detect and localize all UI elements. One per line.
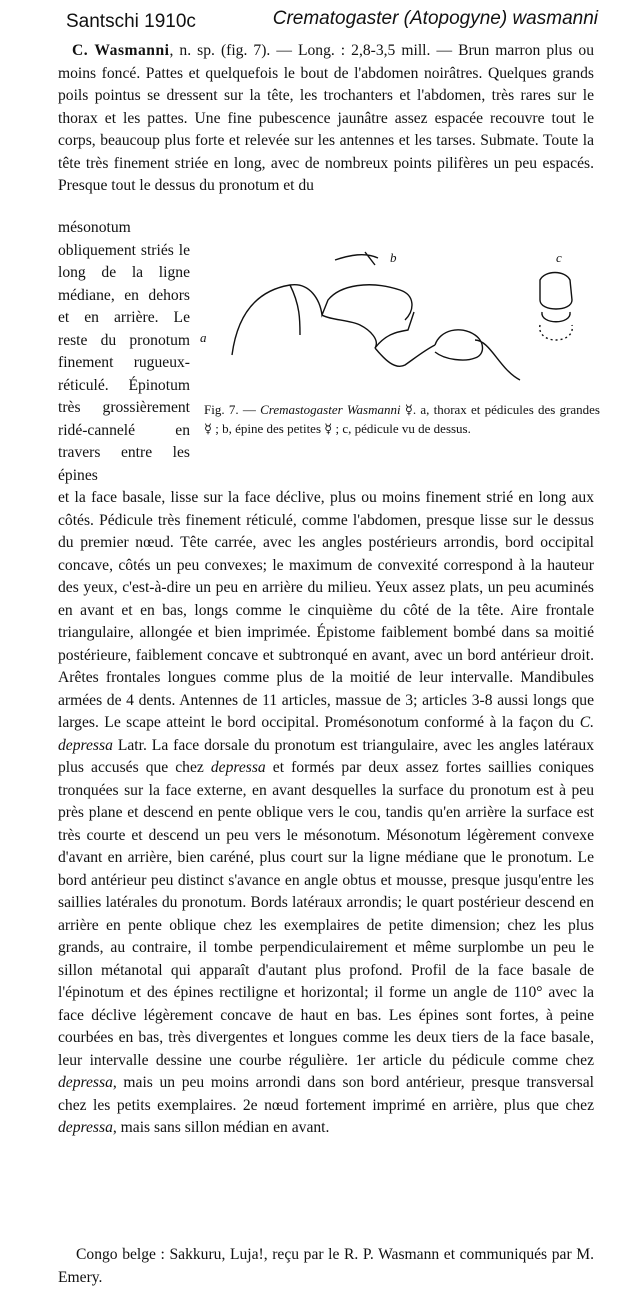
caption-prefix: Fig. 7. — xyxy=(204,402,256,417)
label-b: b xyxy=(390,250,397,265)
author-year: Santschi 1910c xyxy=(66,11,196,32)
figure-7 xyxy=(200,240,610,470)
ant-thorax-drawing xyxy=(200,240,610,390)
pedicel-node2 xyxy=(542,312,570,322)
thorax-lower xyxy=(290,285,300,335)
mesonotum xyxy=(322,315,376,348)
taxon-title: Crematogaster (Atopogyne) wasmanni xyxy=(272,8,598,29)
wrapped-text-column: mésonotum obliquement striés le long de la ligne médiane, en dehors et en arrière. Le reste du pronotum finement rugueux-réticulé. Épinotum très grossièrement ridé-cannelé en travers entre les épines xyxy=(58,219,190,484)
paragraph-description-main xyxy=(58,487,594,1140)
label-a: a xyxy=(200,330,207,345)
p2-text-c: et formés par deux assez fortes saillies coniques tronquées sur la face externe, en avant desquelles la surface du pronotum est à peu près plane et descend en pente oblique vers le cou, tandis qu'en arrière la surface est très courte et descend un peu vers le mésonotum. Mésonotum légèrement convexe d'avant en arrière, bien caréné, plus court sur la ligne médiane que le pronotum. Le bord antérieur peu distinct s'avance en angle obtus et mousse, presque jusqu'entre les saillies latérales du pronotum. Bords latéraux arrondis; le quart postérieur descend en arrière en pente oblique chez les exemplaires de petite dimension; chez les plus grands, au contraire, il tombe perpendiculairement et même surplombe un peu le sillon métanotal qui apparaît d'autant plus profond. Profil de la face basale de l'épinotum et des épines rectiligne et horizontal; il forme un angle de 110° avec la face déclive légèrement concave de haut en bas. Les épines sont fortes, à peine courbées en bas, très divergentes et longues comme les deux tiers de la face basale, leur intervalle dessine une courbe régulière. 1er article du pédicule comme chez xyxy=(58,759,594,1069)
thorax-outline xyxy=(232,285,412,355)
paragraph-description-intro xyxy=(58,40,594,198)
p2-italic-depressa-2: depressa xyxy=(210,759,266,776)
label-c: c xyxy=(556,250,562,265)
p2-text-a: et la face basale, lisse sur la face déclive, plus ou moins finement strié en long aux côtés. Pédicule très finement réticulé, comme l'abdomen, presque lisse sur le dessus du premier nœud. Tête carrée, avec les angles postérieurs arrondis, bord occipital concave, côtés un peu convexes; le maximum de convexité correspond à la hauteur des yeux, c'est-à-dire un peu en arrière du milieu. Yeux assez plats, un peu acuminés en avant et en bas, longs comme le cinquième du côté de la tête. Aire frontale triangulaire, allongée et bien imprimée. Épistome faiblement bombé dans sa moitié postérieure, faiblement concave et subtronqué en avant, avec un bord antérieur droit. Arêtes frontales longues comme plus de la moitié de leur intervalle. Mandibules armées de 4 dents. Antennes de 11 articles, massue de 3; articles 3-8 aussi longs que larges. Le scape atteint le bord occipital. Promésonotum conformé à la façon du xyxy=(58,489,594,731)
spine-small-worker xyxy=(335,252,378,265)
p2-italic-depressa-3: depressa xyxy=(58,1074,113,1091)
p2-text-d: , mais un peu moins arrondi dans son bord antérieur, presque transversal chez les petits exemplaires. 2e nœud fortement imprimé en arrière, plus que chez xyxy=(58,1074,594,1114)
caption-body: ☿. a, thorax et pédicules des grandes ☿ ; b, épine des petites ☿ ; c, pédicule vu de dessus. xyxy=(204,402,600,436)
p2-italic-depressa-1: C. depressa xyxy=(58,714,594,754)
caption-taxon: Cremastogaster Wasmanni xyxy=(260,402,401,417)
species-name: C. Wasmanni xyxy=(72,42,170,59)
intro-text: , n. sp. (fig. 7). — Long. : 2,8-3,5 mill. — Brun marron plus ou moins foncé. Pattes et quelquefois le bout de l'abdomen noirâtres. Quelques grands poils pointus se dressent sur la tête, les trochanters et l'abdomen, très rares sur le thorax et les pattes. Une fine pubescence jaunâtre assez espacée recouvre tout le corps, beaucoup plus forte et relevée sur les antennes et les tarses. Submate. Toute la tête très finement striée en long, avec de nombreux points pilifères un peu espacés. Presque tout le dessus du pronotum et du xyxy=(58,42,594,194)
paragraph-locality: Congo belge : Sakkuru, Luja!, reçu par le R. P. Wasmann et communiqués par M. Emery. xyxy=(58,1246,594,1286)
p2-italic-depressa-4: depressa xyxy=(58,1119,113,1136)
pedicel-top-view xyxy=(540,273,572,310)
pedicel-base xyxy=(540,325,573,340)
p2-text-b: Latr. La face dorsale du pronotum est triangulaire, avec les angles latéraux plus accusés que chez xyxy=(58,736,594,776)
page-header xyxy=(44,8,606,36)
postpetiole xyxy=(435,330,483,360)
p2-text-e: , mais sans sillon médian en avant. xyxy=(112,1119,330,1136)
petiole xyxy=(375,345,435,366)
figure-caption xyxy=(204,400,600,438)
